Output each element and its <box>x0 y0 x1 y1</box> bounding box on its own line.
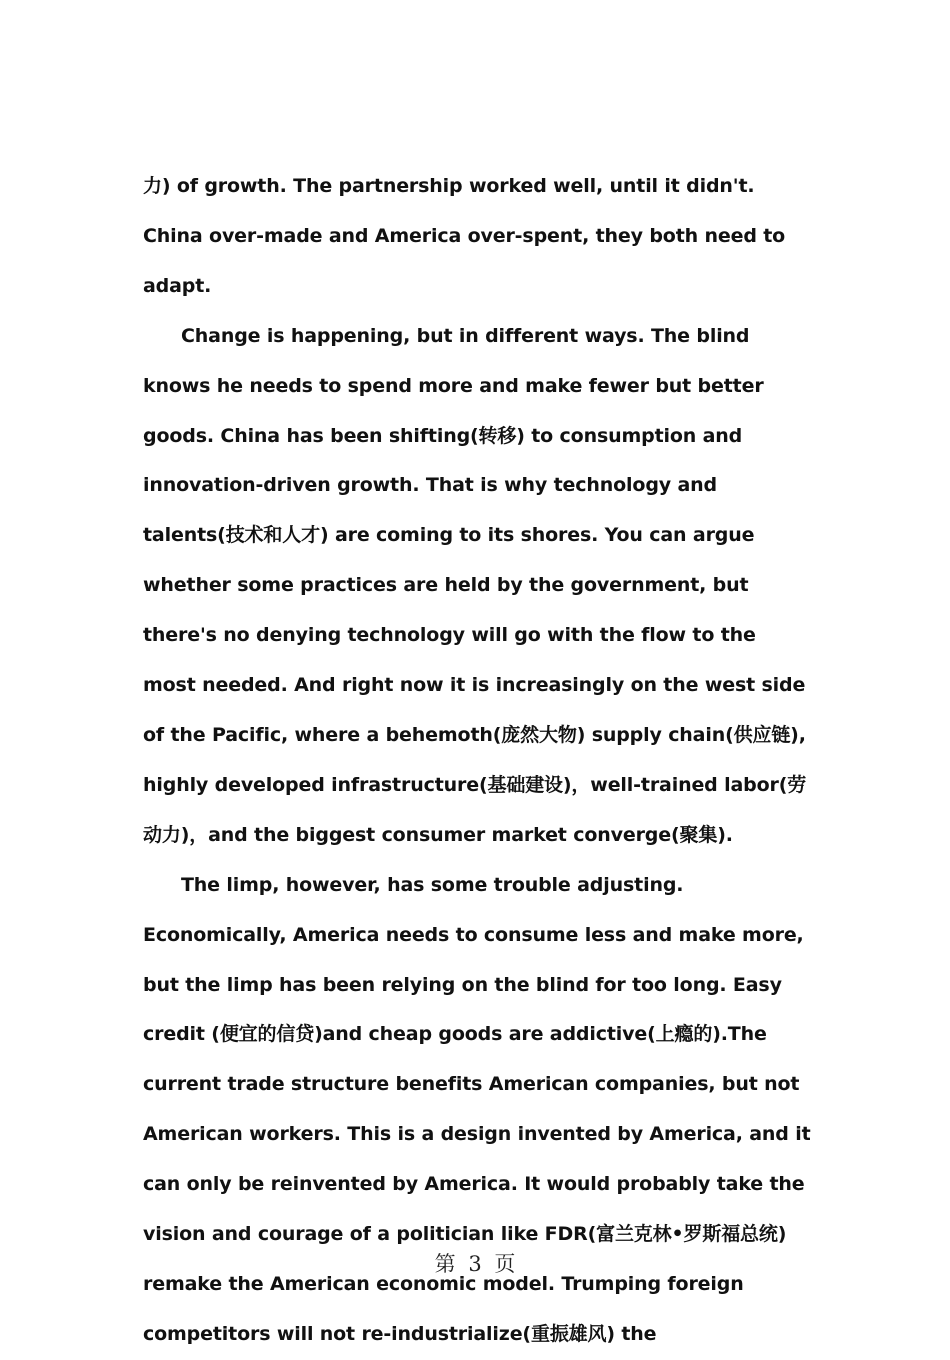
paragraph-1: 力) of growth. The partnership worked well, until it didn't. China over-made and America over-spent, they both need to adapt. <box>143 175 786 297</box>
page-number-footer: 第 3 页 <box>434 1252 516 1276</box>
paragraph-2: Change is happening, but in different ways. The blind knows he needs to spend more and make fewer but better goods. China has been shifting(转移) to consumption and innovation-driven growth. That is why technology and talents(技术和人才) are coming to its shores. You can argue whether some practices are held by the government, but there's no denying technology will go with the flow to the most needed. And right now it is increasingly on the west side of the Pacific, where a behemoth(庞然大物) supply chain(供应链), highly developed infrastructure(基础建设)，well-trained labor(劳动力)，and the biggest consumer market converge(聚集). <box>143 324 807 846</box>
paragraph-3: The limp, however, has some trouble adjusting. Economically, America needs to consume less and make more, but the limp has been relying on the blind for too long. Easy credit (便宜的信贷)and cheap goods are addictive(上瘾的).The current trade structure benefits American companies, but not American workers. This is a design invented by America, and it can only be reinvented by America. It would probably take the vision and courage of a politician like FDR(富兰克林•罗斯福总统) remake the American economic model. Trumping foreign competitors will not re-industrialize(重振雄风) the <box>143 873 811 1345</box>
body-text <box>143 162 813 1360</box>
